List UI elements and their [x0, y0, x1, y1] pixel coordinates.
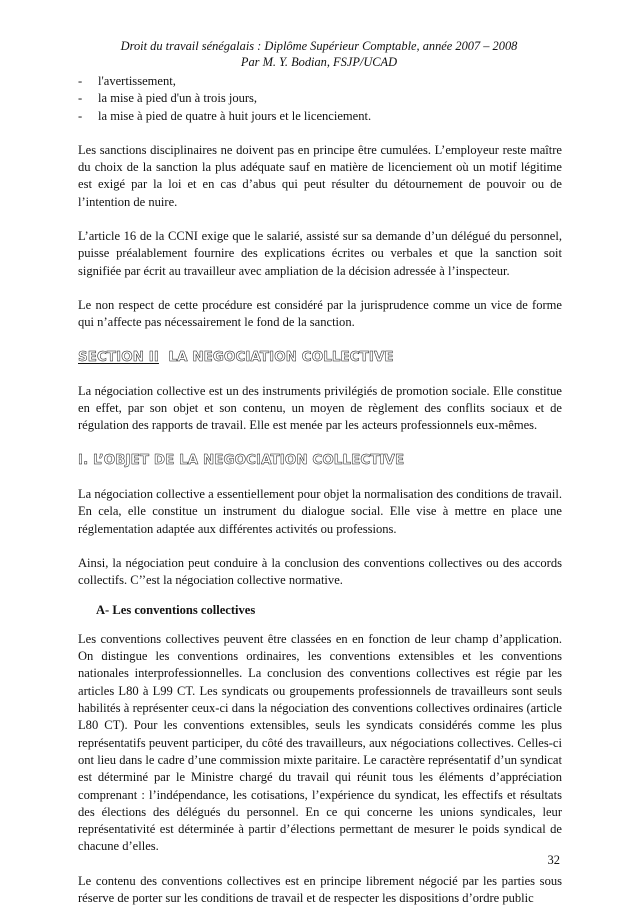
header-line-2: Par M. Y. Bodian, FSJP/UCAD [240, 55, 398, 69]
page-number: 32 [547, 853, 560, 867]
header-line-1: Droit du travail sénégalais : Diplôme Supérieur Comptable, année 2007 – 2008 [120, 39, 518, 53]
section-title-text: LA NEGOCIATION COLLECTIVE [168, 349, 394, 365]
paragraph: Le contenu des conventions collectives est en principe librement négocié par les parties sous réserve de porter sur les conditions de travail et de respecter les dispositions d’ordre public [78, 873, 562, 905]
section-heading [78, 349, 562, 366]
list-item: - la mise à pied d'un à trois jours, [78, 91, 258, 106]
paragraph: L’article 16 de la CCNI exige que le salarié, assisté sur sa demande d’un délégué du personnel, puisse préalablement fournire des explications écrites ou verbales et que la sanction soit signifiée par écrit au travailleur avec ampliation de la décision adressée à l’inspecteur. [78, 229, 562, 278]
paragraph: Les sanctions disciplinaires ne doivent pas en principe être cumulées. L’employeur reste maître du choix de la sanction la plus adéquate sauf en matière de licenciement où un motif légitime est exigé par la loi et en cas d’abus qui peut résulter du détournement de pouvoir ou de l’intention de nuire. [78, 142, 562, 209]
paragraph: La négociation collective est un des instruments privilégiés de promotion sociale. Elle constitue en effet, par son objet et son contenu, un moyen de règlement des conflits sociaux et de régulation des rapports de travail. Elle est menée par les acteurs professionnels eux-mêmes. [78, 383, 562, 433]
running-header [0, 38, 638, 70]
list-item: - l'avertissement, [78, 74, 176, 88]
paragraph: La négociation collective a essentiellement pour objet la normalisation des conditions de travail. En cela, elle constitue un instrument du dialogue social. Elle vise à mettre en place une réglementation adaptée aux différentes activités ou professions. [78, 487, 562, 536]
heading-objet: I. L’OBJET DE LA NEGOCIATION COLLECTIVE [78, 452, 405, 468]
sanction-list [78, 73, 562, 125]
paragraph: Le non respect de cette procédure est considéré par la jurisprudence comme un vice de forme qui n’affecte pas nécessairement le fond de la sanction. [78, 297, 562, 330]
list-item: - la mise à pied de quatre à huit jours et le licenciement. [78, 108, 372, 123]
paragraph: Ainsi, la négociation peut conduire à la conclusion des conventions collectives ou des accords collectifs. C’’est la négociation collective normative. [78, 555, 562, 588]
page-body [78, 73, 562, 907]
subheading-conventions: A- Les conventions collectives [96, 602, 256, 617]
paragraph: Les conventions collectives peuvent être classées en en fonction de leur champ d’application. On distingue les conventions ordinaires, les conventions extensibles et les conventions nationales interprofessionnelles. La conclusion des conventions collectives est régie par les articles L80 à L99 CT. Les syndicats ou groupements professionnels de travailleurs sont seuls habilités à représenter ceux-ci dans la négociation des conventions collectives ordinaires (article L80 CT). Pour les conventions extensibles, seuls les syndicats considérés comme les plus représentatifs peuvent participer, du côté des travailleurs, aux négociations collectives. Celles-ci ont lieu dans le cadre d’une commission mixte paritaire. Le caractère représentatif d’un syndicat est déterminé par le Ministre chargé du travail qui réunit tous les éléments d’appréciation comprenant : l’indépendance, les cotisations, l’expérience du syndicat, les effectifs et résultats des élections des délégués du personnel. En ce qui concerne les unions syndicales, leur représentativité est déterminée à partir d’élections permettant de mesurer le poids syndical de chacune d’elles. [78, 631, 562, 854]
section-label: SECTION II [78, 349, 159, 365]
